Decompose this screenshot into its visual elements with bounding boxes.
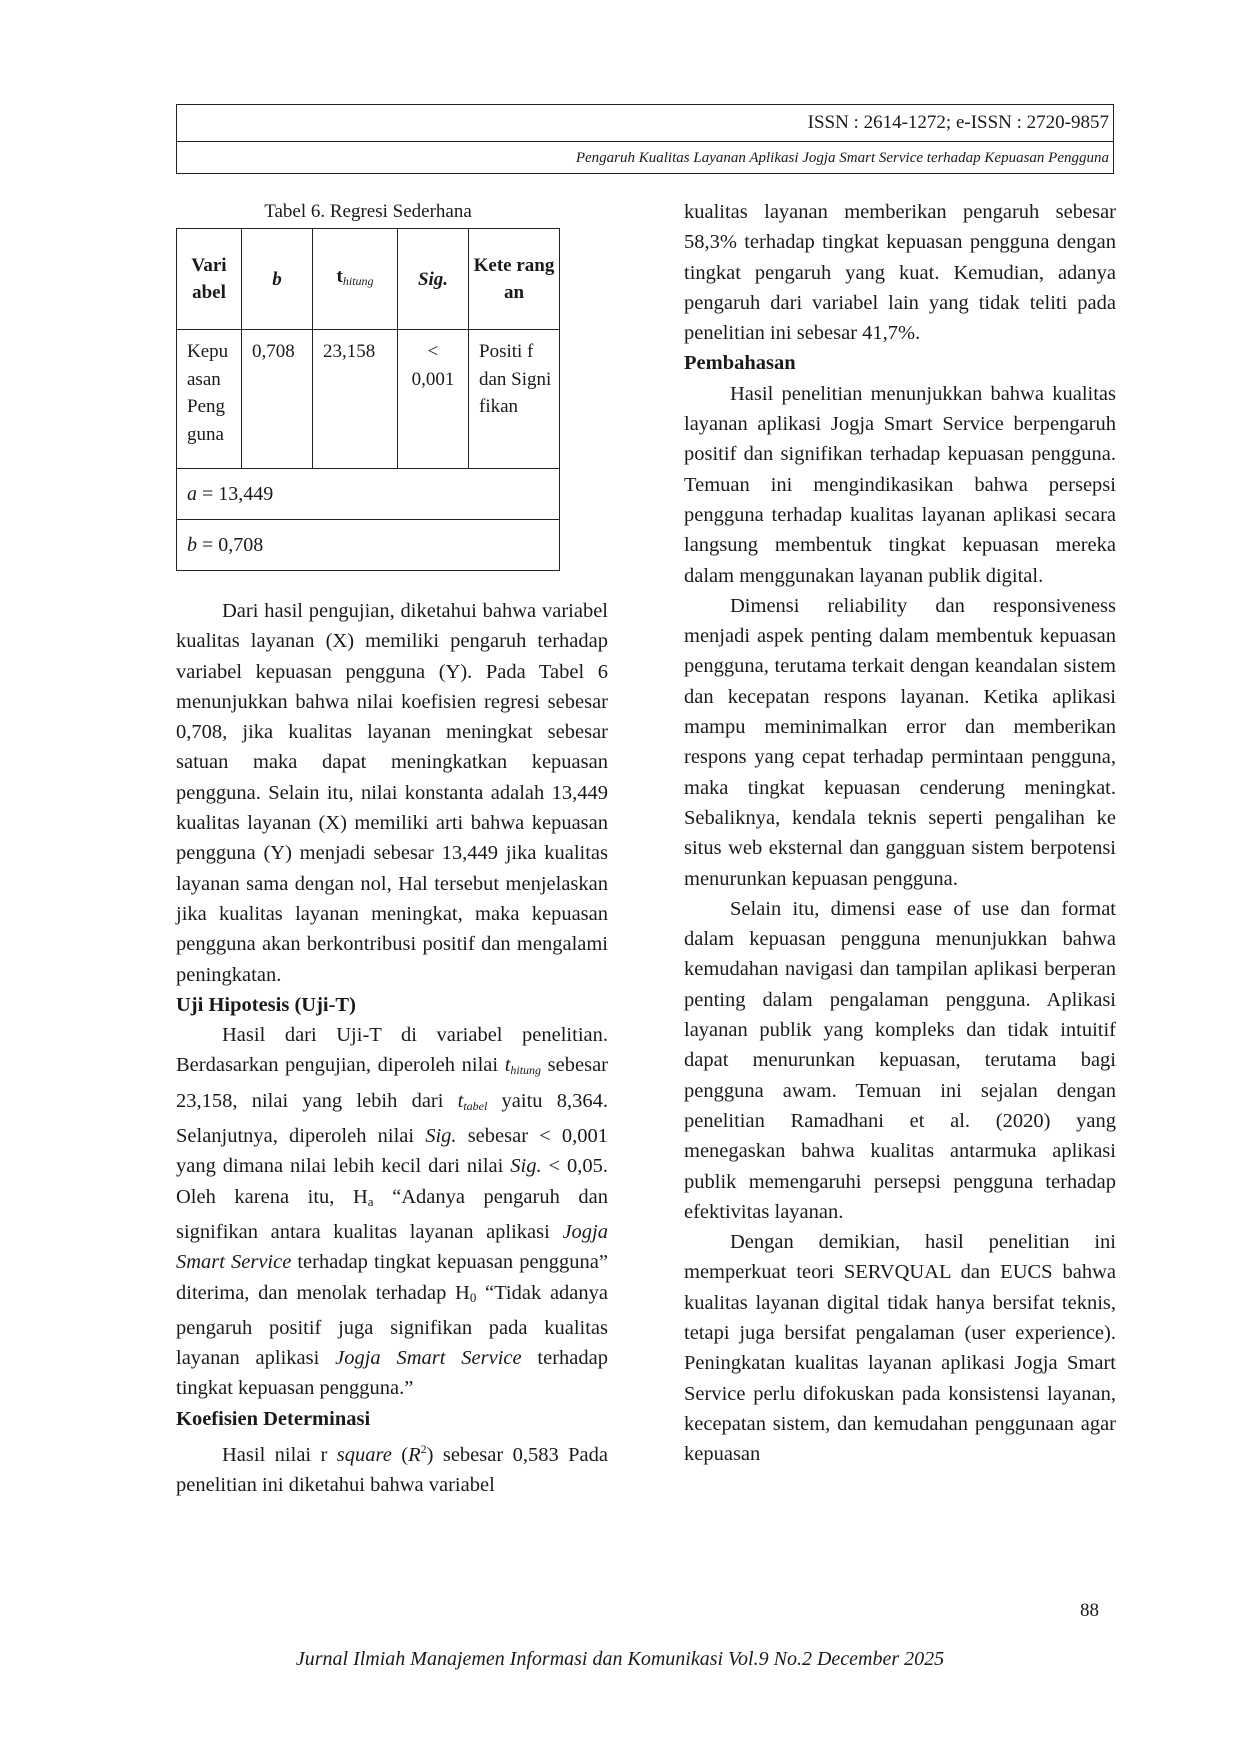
t-base: t: [457, 1089, 464, 1112]
text-run: ) sebesar 0,583 Pada penelitian ini diketahui bahwa variabel: [176, 1443, 608, 1497]
heading-pembahasan: Pembahasan: [684, 352, 796, 375]
b-label: b: [187, 533, 197, 556]
paragraph-pembahasan-4: Dengan demikian, hasil penelitian ini memperkuat teori SERVQUAL dan EUCS bahwa kualitas layanan digital tidak hanya bersifat teknis, tetapi juga bersifat pengalaman (user experience). Peningkatan kualitas layanan aplikasi Jogja Smart Service perlu difokuskan pada konsistensi layanan, kecepatan sistem, dan kemudahan penggunaan agar kepuasan: [684, 1231, 1116, 1466]
coefficient-b: [177, 520, 560, 571]
t-tabel: [458, 1090, 488, 1112]
h0-subscript: 0: [469, 1289, 477, 1305]
paragraph-koefisien: [176, 1434, 608, 1500]
t-hitung: [505, 1054, 541, 1076]
text-run: Hasil dari Uji-T di variabel penelitian. Berdasarkan pengujian, diperoleh nilai: [176, 1024, 608, 1077]
cell-keterangan: Positi f dan Signi fikan: [469, 330, 560, 469]
text-run: “Tidak adanya pengaruh positif juga signifikan pada kualitas layanan aplikasi: [176, 1281, 608, 1370]
right-column: [684, 197, 1116, 1469]
t-sub: tabel: [463, 1098, 488, 1113]
paragraph-uji-t: [176, 1020, 608, 1404]
cell-variabel: Kepu asan Peng guna: [177, 330, 242, 469]
app-name: Jogja Smart Service: [176, 1220, 608, 1274]
a-label: a: [187, 482, 197, 505]
paragraph-regression: Dari hasil pengujian, diketahui bahwa variabel kualitas layanan (X) memiliki pengaruh terhadap variabel kepuasan pengguna (Y). Pada Tabel 6 menunjukkan bahwa nilai koefisien regresi sebesar 0,708, jika kualitas layanan meningkat sebesar satuan maka dapat meningkatkan kepuasan pengguna. Selain itu, nilai konstanta adalah 13,449 kualitas layanan (X) memiliki arti bahwa kepuasan pengguna (Y) menjadi sebesar 13,449 jika kualitas layanan sama dengan nol, Hal tersebut menjelaskan jika kualitas layanan meningkat, maka kepuasan pengguna akan berkontribusi positif dan mengalami peningkatan.: [176, 600, 608, 986]
paragraph-pembahasan-2: Dimensi reliability dan responsiveness menjadi aspek penting dalam membentuk kepuasan pengguna, terutama terkait dengan keandalan sistem dan kecepatan respons layanan. Ketika aplikasi mampu meminimalkan error dan memberikan respons yang cepat terhadap permintaan pengguna, maka tingkat kepuasan cenderung meningkat. Sebaliknya, kendala teknis seperti pengalihan ke situs web eksternal dan gangguan sistem berpotensi menurunkan kepuasan pengguna.: [684, 594, 1116, 890]
text-run: (: [391, 1443, 409, 1466]
header-t-hitung: [313, 229, 398, 330]
square-term: square: [336, 1443, 392, 1466]
running-title: Pengaruh Kualitas Layanan Aplikasi Jogja Smart Service terhadap Kepuasan Pengguna: [575, 150, 1109, 166]
text-run: sebesar 23,158, nilai yang lebih dari: [176, 1054, 608, 1112]
table-row-b: [177, 520, 560, 571]
sig-top: <: [427, 341, 439, 362]
paragraph-pembahasan-1: Hasil penelitian menunjukkan bahwa kualitas layanan aplikasi Jogja Smart Service berpengaruh positif dan signifikan terhadap kepuasan pengguna. Temuan ini mengindikasikan bahwa persepsi pengguna terhadap kualitas layanan aplikasi secara langsung membentuk tingkat kepuasan mereka dalam menggunakan layanan publik digital.: [684, 382, 1116, 587]
header-sig: Sig.: [398, 229, 469, 330]
text-run: < 0,05. Oleh karena itu, H: [176, 1155, 608, 1208]
b-value: = 0,708: [197, 533, 264, 556]
journal-footer: Jurnal Ilmiah Manajemen Informasi dan Komunikasi Vol.9 No.2 December 2025: [295, 1648, 945, 1670]
table-header-row: [177, 229, 560, 330]
sig-term: Sig.: [510, 1155, 542, 1178]
text-run: terhadap tingkat kepuasan pengguna.”: [176, 1347, 608, 1400]
t-sub: hitung: [510, 1063, 542, 1078]
table-row: [177, 330, 560, 469]
constant-a: [177, 469, 560, 520]
cell-b: 0,708: [242, 330, 313, 469]
cell-t: 23,158: [313, 330, 398, 469]
paragraph-pembahasan-3: Selain itu, dimensi ease of use dan format dalam kepuasan pengguna menunjukkan bahwa kemudahan navigasi dan tampilan aplikasi berperan penting dalam pengalaman pengguna. Aplikasi layanan publik yang kompleks dan tidak intuitif dapat menurunkan kepuasan, terutama bagi pengguna awam. Temuan ini sejalan dengan penelitian Ramadhani et al. (2020) yang menegaskan bahwa kualitas antarmuka aplikasi publik memengaruhi persepsi pengguna terhadap efektivitas layanan.: [684, 897, 1116, 1223]
regression-table: [176, 228, 560, 571]
text-run: sebesar < 0,001 yang dimana nilai lebih kecil dari nilai: [176, 1125, 609, 1178]
paragraph-continued: kualitas layanan memberikan pengaruh sebesar 58,3% terhadap tingkat kepuasan pengguna dengan tingkat pengaruh yang kuat. Kemudian, adanya pengaruh dari variabel lain yang tidak teliti pada penelitian ini sebesar 41,7%.: [684, 201, 1116, 345]
header-b: b: [242, 229, 313, 330]
text-run: “Adanya pengaruh dan signifikan antara kualitas layanan aplikasi: [176, 1185, 608, 1243]
page-number: 88: [1080, 1600, 1099, 1621]
ha-subscript: a: [367, 1193, 374, 1209]
sig-term: Sig.: [425, 1125, 457, 1148]
cell-sig: [398, 330, 469, 469]
sig-bottom: 0,001: [411, 368, 455, 390]
r-term: R: [408, 1443, 421, 1466]
page-header: [176, 104, 1114, 174]
left-column: [176, 596, 608, 1500]
t-base: t: [336, 266, 343, 287]
text-run: terhadap tingkat kepuasan pengguna” diterima, dan menolak terhadap H: [176, 1251, 609, 1304]
table-caption: Tabel 6. Regresi Sederhana: [264, 201, 472, 222]
text-run: yaitu 8,364. Selanjutnya, diperoleh nilai: [176, 1089, 608, 1148]
r-superscript: 2: [420, 1442, 427, 1457]
text-run: Hasil nilai r: [222, 1443, 337, 1466]
heading-koefisien-determinasi: Koefisien Determinasi: [176, 1407, 371, 1430]
table-row-a: [177, 469, 560, 520]
heading-uji-hipotesis: Uji Hipotesis (Uji-T): [176, 993, 356, 1016]
a-value: = 13,449: [197, 482, 274, 505]
issn-line: ISSN : 2614-1272; e-ISSN : 2720-9857: [177, 105, 1113, 142]
app-name: Jogja Smart Service: [335, 1347, 522, 1370]
t-base: t: [504, 1054, 511, 1077]
header-keterangan: Kete rang an: [469, 229, 560, 330]
t-sub: hitung: [342, 274, 374, 288]
header-variabel: Vari abel: [177, 229, 242, 330]
